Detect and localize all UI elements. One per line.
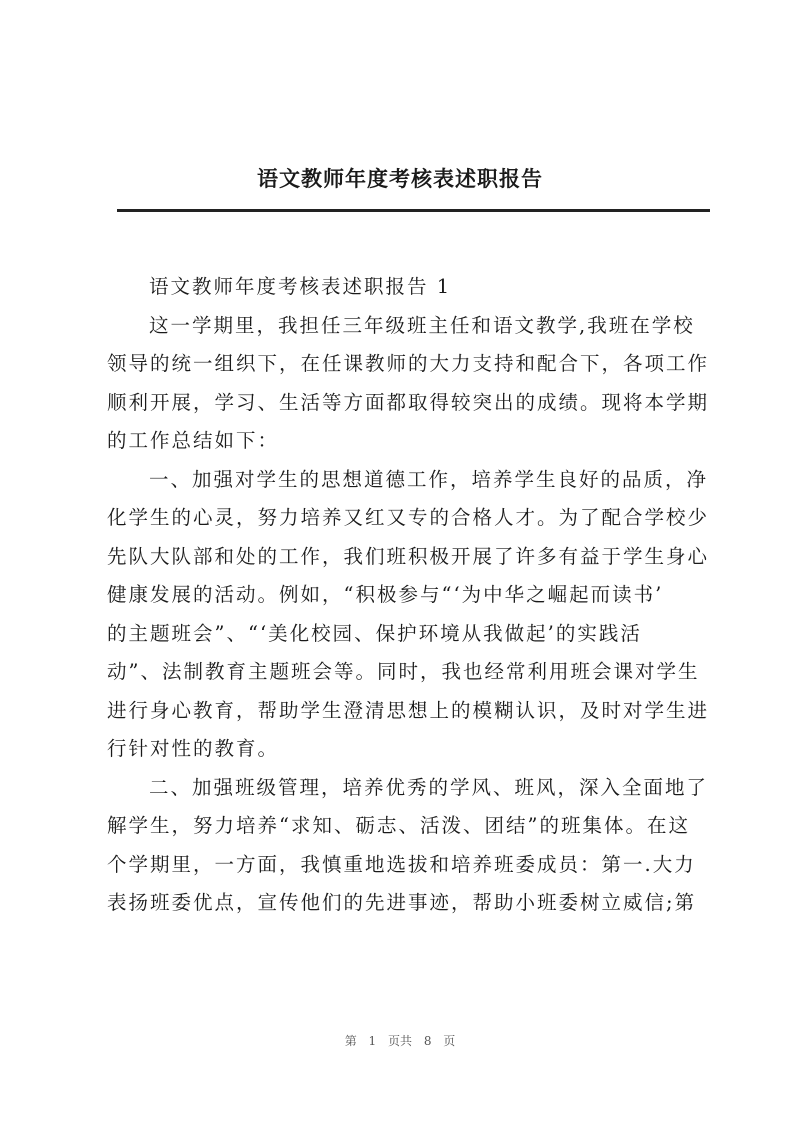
page-number: 第 1 页共 8 页: [344, 1034, 456, 1048]
paragraph-line: 行针对性的教育。: [107, 737, 280, 760]
paragraph-1: [107, 307, 710, 461]
paragraph-line: 健康发展的活动。例如，“积极参与“‘为中华之崛起而读书’: [107, 583, 664, 606]
paragraph-2: [107, 461, 710, 769]
paragraph-line: 顺利开展，学习、生活等方面都取得较突出的成绩。现将本学期: [107, 390, 710, 414]
section-heading: 语文教师年度考核表述职报告 1: [149, 275, 452, 298]
paragraph-line: 解学生，努力培养“求知、砺志、活泼、团结”的班集体。在这: [107, 814, 690, 837]
paragraph-3: [107, 769, 710, 923]
paragraph-line: 的工作总结如下：: [107, 429, 280, 452]
title-divider: [117, 209, 710, 212]
paragraph-line: 表扬班委优点，宣传他们的先进事迹，帮助小班委树立威信;第: [107, 891, 697, 914]
document-title: 语文教师年度考核表述职报告: [257, 166, 543, 191]
paragraph-line: 动”、法制教育主题班会等。同时，我也经常利用班会课对学生: [107, 660, 700, 683]
document-body: [107, 268, 710, 923]
paragraph-line: 领导的统一组织下，在任课教师的大力支持和配合下，各项工作: [107, 352, 710, 375]
paragraph-line: 先队大队部和处的工作，我们班积极开展了许多有益于学生身心: [107, 544, 710, 568]
paragraph-line: 一、加强对学生的思想道德工作，培养学生良好的品质，净: [149, 467, 709, 491]
paragraph-line: 这一学期里，我担任三年级班主任和语文教学,我班在学校: [149, 313, 695, 337]
paragraph-line: 的主题班会”、“‘美化校园、保护环境从我做起’的实践活: [107, 621, 642, 645]
paragraph-line: 进行身心教育，帮助学生澄清思想上的模糊认识，及时对学生进: [107, 698, 710, 722]
paragraph-line: 个学期里，一方面，我慎重地选拔和培养班委成员：第一.大力: [107, 852, 696, 876]
paragraph-line: 二、加强班级管理，培养优秀的学风、班风，深入全面地了: [149, 775, 709, 799]
paragraph-line: 化学生的心灵，努力培养又红又专的合格人才。为了配合学校少: [107, 506, 710, 529]
